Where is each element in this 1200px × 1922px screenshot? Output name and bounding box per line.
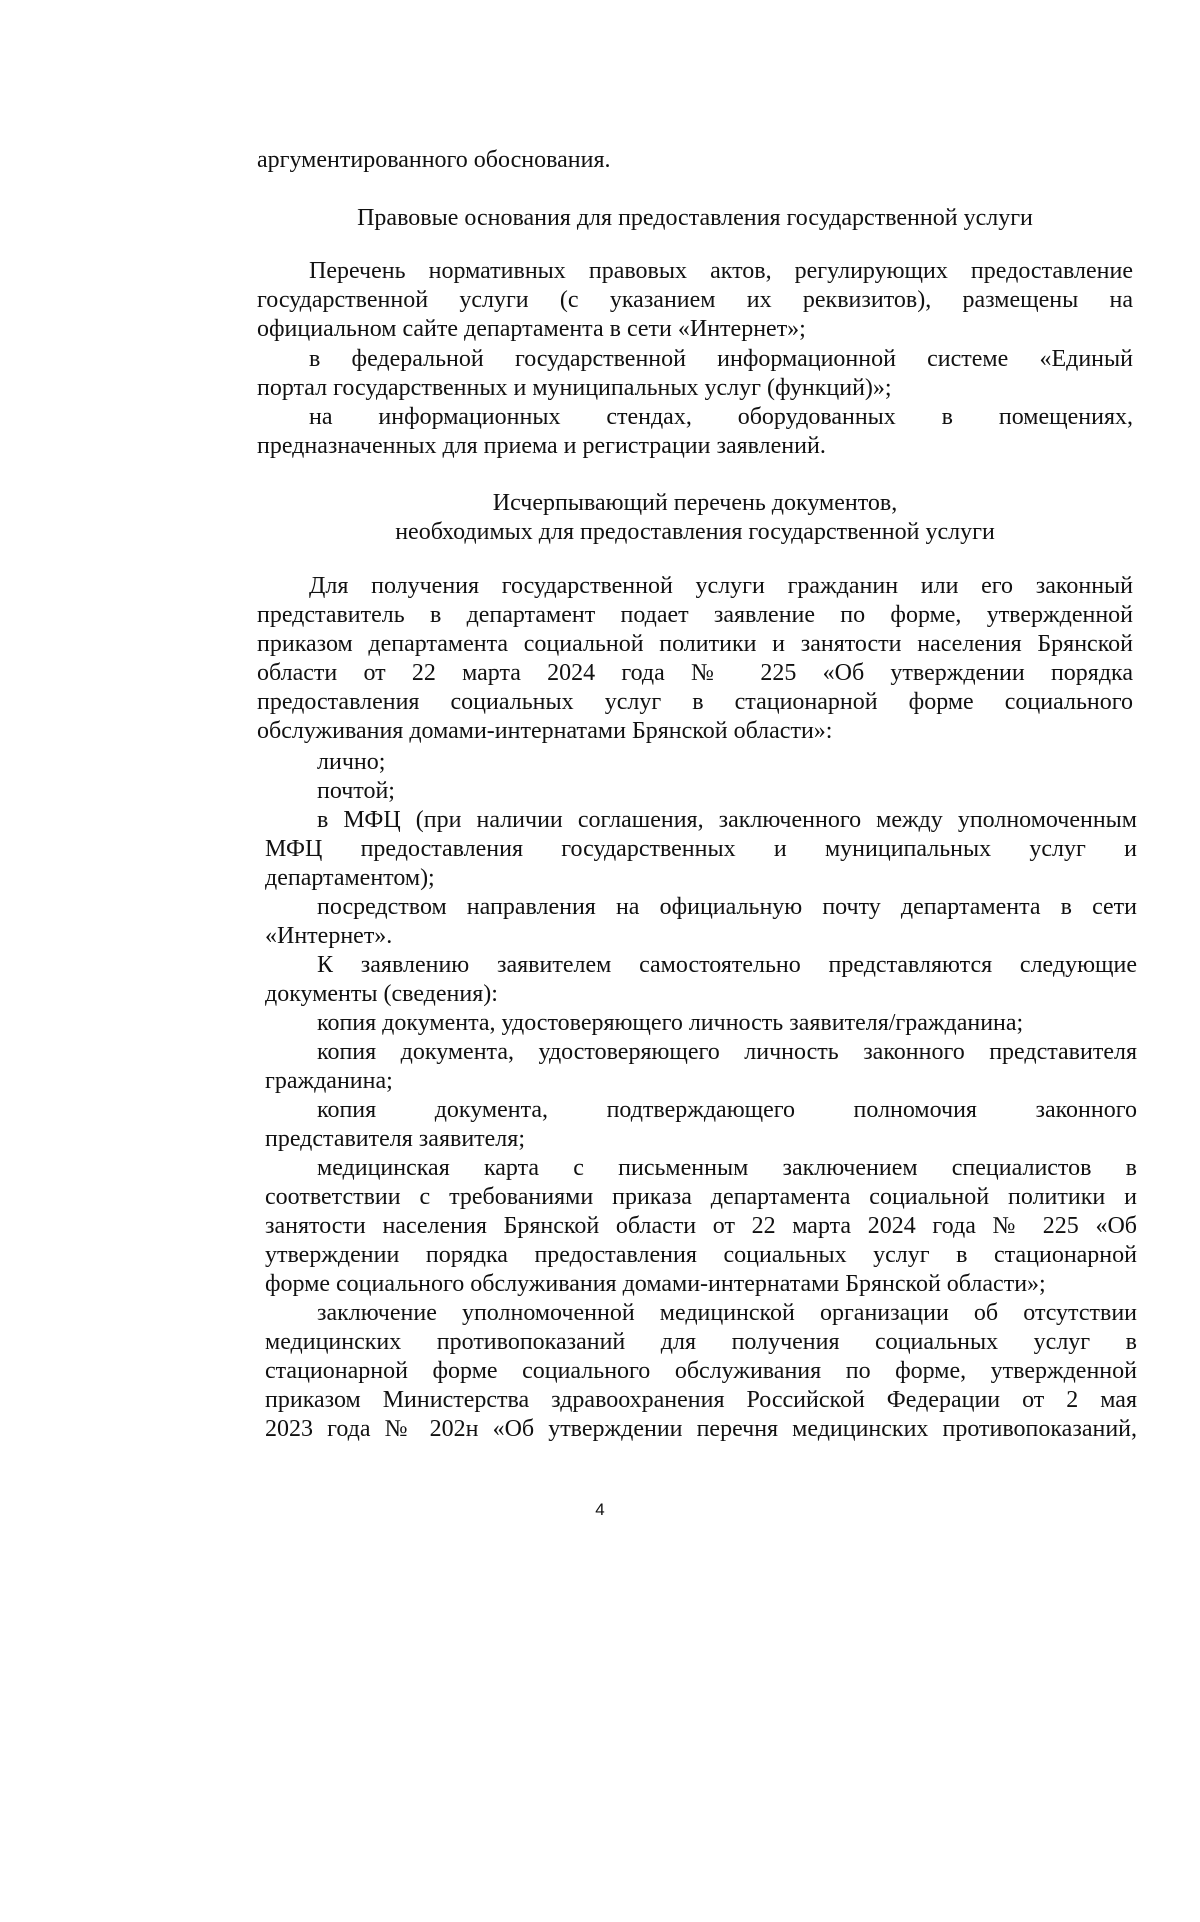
text-line: предоставления социальных услуг в стационарной форме социального [257, 689, 1133, 715]
heading-line: необходимых для предоставления государственной услуги [395, 519, 995, 545]
text-line: аргументированного обоснования. [257, 147, 611, 173]
text-line: Перечень нормативных правовых актов, регулирующих предоставление [309, 258, 1133, 284]
text-line: приказом департамента социальной политики и занятости населения Брянской [257, 631, 1133, 657]
text-line: медицинская карта с письменным заключением специалистов в [317, 1155, 1137, 1181]
heading-line: Исчерпывающий перечень документов, [492, 490, 898, 516]
text-line: форме социального обслуживания домами-интернатами Брянской области»; [265, 1271, 1046, 1297]
page-number: 4 [595, 1500, 605, 1519]
text-line: представителя заявителя; [265, 1126, 525, 1152]
text-line: «Интернет». [265, 923, 393, 949]
text-line: в федеральной государственной информационной системе «Единый [309, 346, 1133, 372]
text-line: гражданина; [265, 1068, 393, 1094]
text-line: МФЦ предоставления государственных и муниципальных услуг и [265, 836, 1137, 862]
text-line: заключение уполномоченной медицинской организации об отсутствии [317, 1300, 1137, 1326]
section-heading-documents-list [257, 489, 1133, 547]
text-line: копия документа, подтверждающего полномочия законного [317, 1097, 1137, 1123]
section-heading-legal-basis [257, 204, 1133, 233]
paragraph-legal-acts [257, 257, 1133, 344]
heading-line: Правовые основания для предоставления государственной услуги [357, 205, 1033, 231]
text-line: соответствии с требованиями приказа департамента социальной политики и [265, 1184, 1137, 1210]
text-line: медицинских противопоказаний для получения социальных услуг в [265, 1329, 1137, 1355]
text-line: документы (сведения): [265, 981, 498, 1007]
text-line: области от 22 марта 2024 года № 225 «Об утверждении порядка [257, 660, 1133, 686]
list-submission-methods [265, 748, 1137, 1444]
text-line: Для получения государственной услуги гражданин или его законный [309, 573, 1133, 599]
list-item: копия документа, удостоверяющего личность заявителя/гражданина; [317, 1010, 1024, 1036]
list-item: почтой; [317, 778, 395, 804]
text-line: портал государственных и муниципальных услуг (функций)»; [257, 375, 892, 401]
text-line: приказом Министерства здравоохранения Российской Федерации от 2 мая [265, 1387, 1137, 1413]
paragraph-continuation [257, 146, 1133, 175]
text-line: на информационных стендах, оборудованных в помещениях, [309, 404, 1133, 430]
list-item: лично; [317, 749, 386, 775]
text-line: представитель в департамент подает заявление по форме, утвержденной [257, 602, 1133, 628]
text-line: К заявлению заявителем самостоятельно представляются следующие [317, 952, 1137, 978]
text-line: в МФЦ (при наличии соглашения, заключенного между уполномоченным [317, 807, 1137, 833]
text-line: государственной услуги (с указанием их реквизитов), размещены на [257, 287, 1133, 313]
text-line: занятости населения Брянской области от 22 марта 2024 года № 225 «Об [265, 1213, 1137, 1239]
text-line: официальном сайте департамента в сети «Интернет»; [257, 316, 806, 342]
text-line: посредством направления на официальную почту департамента в сети [317, 894, 1137, 920]
paragraph-application [257, 572, 1133, 746]
text-line: обслуживания домами-интернатами Брянской области»: [257, 718, 833, 744]
text-line: утверждении порядка предоставления социальных услуг в стационарной [265, 1242, 1137, 1268]
text-line: департаментом); [265, 865, 435, 891]
text-line: предназначенных для приема и регистрации заявлений. [257, 433, 826, 459]
paragraph-federal-portal [257, 345, 1133, 403]
text-line: стационарной форме социального обслуживания по форме, утвержденной [265, 1358, 1137, 1384]
paragraph-info-stands [257, 403, 1133, 461]
text-line: 2023 года № 202н «Об утверждении перечня медицинских противопоказаний, [265, 1416, 1137, 1442]
text-line: копия документа, удостоверяющего личность законного представителя [317, 1039, 1137, 1065]
